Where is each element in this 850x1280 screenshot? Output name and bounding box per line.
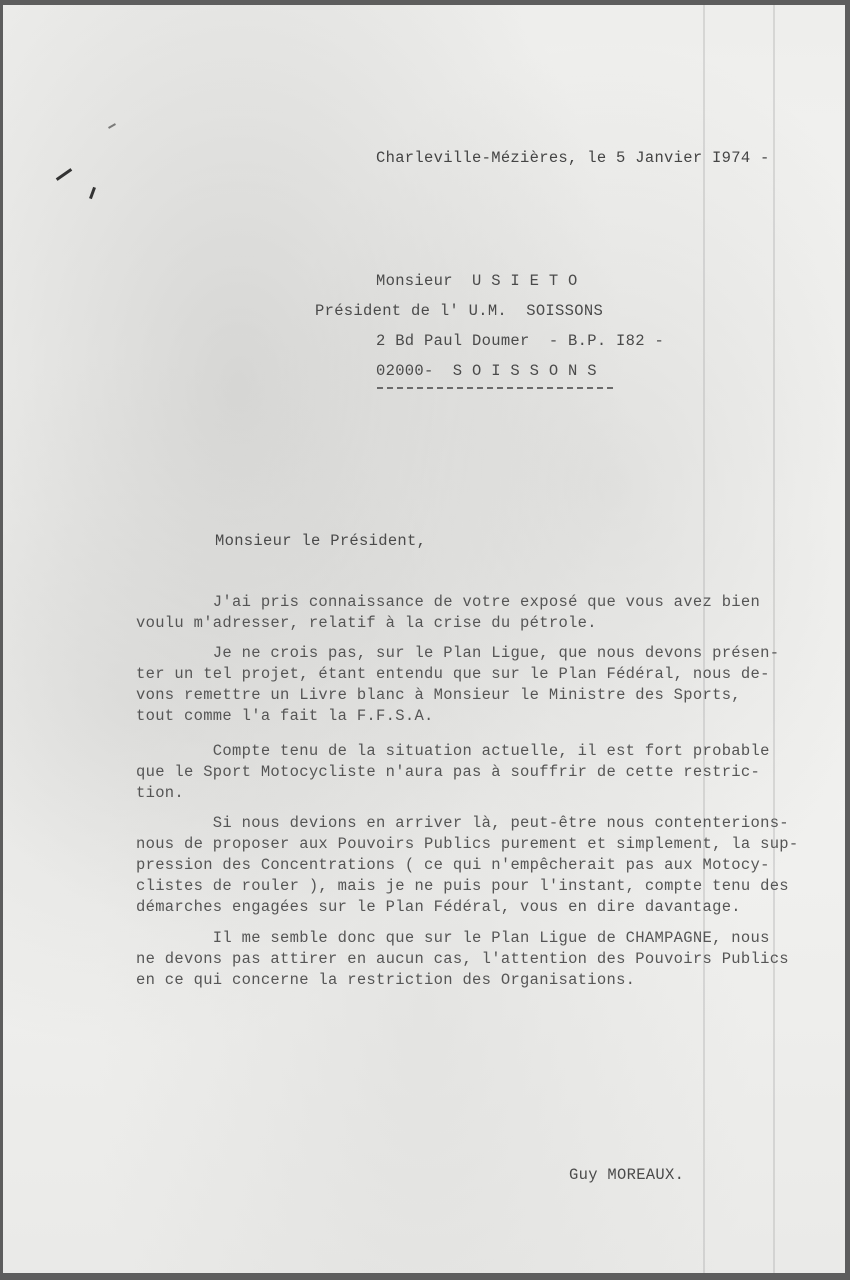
paragraph-line: J'ai pris connaissance de votre exposé que vous avez bien xyxy=(136,593,761,611)
paragraph-line: ne devons pas attirer en aucun cas, l'attention des Pouvoirs Publics xyxy=(136,950,789,968)
ink-mark xyxy=(56,168,72,181)
ink-mark xyxy=(89,187,96,199)
paragraph-line: vons remettre un Livre blanc à Monsieur le Ministre des Sports, xyxy=(136,686,741,704)
paragraph-line: voulu m'adresser, relatif à la crise du pétrole. xyxy=(136,614,597,632)
place-date: Charleville-Mézières, le 5 Janvier I974 - xyxy=(376,149,770,167)
paragraph-line: en ce qui concerne la restriction des Organisations. xyxy=(136,971,636,989)
paragraph-line: Si nous devions en arriver là, peut-être nous contenterions- xyxy=(136,814,789,832)
ink-mark xyxy=(108,123,116,129)
recipient-title: Président de l' U.M. SOISSONS xyxy=(315,302,604,320)
recipient-name: Monsieur U S I E T O xyxy=(376,272,578,290)
paragraph-5 xyxy=(136,928,836,991)
salutation: Monsieur le Président, xyxy=(215,532,427,550)
paragraph-line: clistes de rouler ), mais je ne puis pour l'instant, compte tenu des xyxy=(136,877,789,895)
paragraph-line: Compte tenu de la situation actuelle, il est fort probable xyxy=(136,742,770,760)
recipient-city: 02000- S O I S S O N S xyxy=(376,362,597,380)
paragraph-2 xyxy=(136,643,836,727)
paragraph-line: démarches engagées sur le Plan Fédéral, vous en dire davantage. xyxy=(136,898,741,916)
paragraph-line: pression des Concentrations ( ce qui n'empêcherait pas aux Motocy- xyxy=(136,856,770,874)
paragraph-1 xyxy=(136,592,836,634)
paragraph-line: nous de proposer aux Pouvoirs Publics purement et simplement, la sup- xyxy=(136,835,799,853)
paragraph-line: que le Sport Motocycliste n'aura pas à souffrir de cette restric- xyxy=(136,763,761,781)
paragraph-line: Il me semble donc que sur le Plan Ligue de CHAMPAGNE, nous xyxy=(136,929,770,947)
paragraph-line: tout comme l'a fait la F.F.S.A. xyxy=(136,707,434,725)
paragraph-line: Je ne crois pas, sur le Plan Ligue, que nous devons présen- xyxy=(136,644,780,662)
paragraph-3 xyxy=(136,741,836,804)
signature: Guy MOREAUX. xyxy=(569,1166,685,1184)
paragraph-line: ter un tel projet, étant entendu que sur le Plan Fédéral, nous de- xyxy=(136,665,770,683)
paper-fold-line xyxy=(773,5,775,1273)
address-separator xyxy=(377,387,613,389)
paragraph-line: tion. xyxy=(136,784,185,802)
recipient-address: 2 Bd Paul Doumer - B.P. I82 - xyxy=(376,332,665,350)
letter-page xyxy=(3,5,845,1273)
paragraph-4 xyxy=(136,813,836,918)
paper-fold-line xyxy=(703,5,705,1273)
